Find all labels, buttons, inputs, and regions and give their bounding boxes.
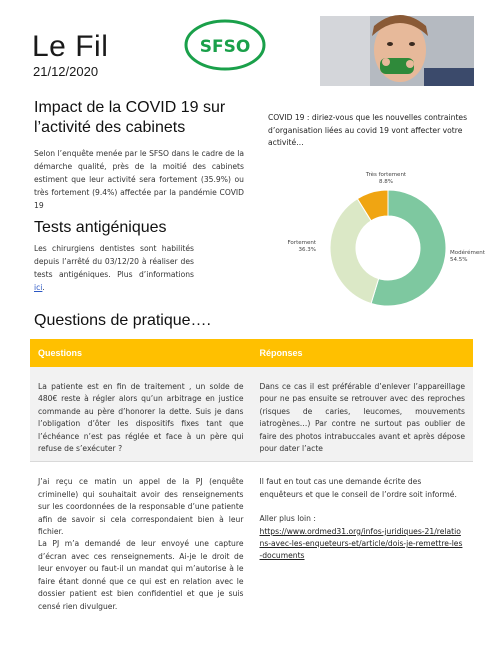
answer-paragraph: Il faut en tout cas une demande écrite des enquêteurs et que le conseil de l’ordre soit informé. [259, 477, 457, 499]
sfso-logo [184, 18, 266, 72]
newsletter-date: 21/12/2020 [33, 64, 99, 79]
practice-table [30, 339, 473, 619]
table-row [30, 367, 473, 462]
practice-heading: Questions de pratique…. [34, 312, 211, 329]
slice-value-label: 36.3% [298, 247, 316, 253]
question-paragraph: J’ai reçu ce matin un appel de la PJ (enquête criminelle) qui souhaitait avoir des renseignements sur les coordonnées de la responsable d’une patiente afin de savoir si cela correspondaient bien à leur fichier. [38, 477, 244, 537]
question-cell: La patiente est en fin de traitement , un solde de 480€ reste à régler alors qu’un arbitrage en justice commande au père d’honorer la dette. Suis je dans l’obligation d’ôter les dispositifs fixes tant que l’échéance n’est pas réglée et face à un père qui refuse de s’exécuter ? [38, 382, 244, 454]
table-header [30, 339, 473, 367]
question-paragraph: La PJ m’a demandé de leur envoyé une capture d’écran avec ces renseignements. Ai-je le droit de leur envoyer ou faut-il un mandat qui m’autorise à le faire étant donné que ce qui est en relation avec le dossier patient est bien confidentiel et que je suis censé rien divulguer. [38, 539, 244, 611]
question-cell [30, 468, 252, 618]
answer-cell [252, 468, 474, 618]
covid-heading: Impact de la COVID 19 sur l’activité des cabinets [34, 99, 226, 136]
donut-chart [268, 160, 485, 310]
col-answers: Réponses [259, 348, 303, 358]
tests-body-text: Les chirurgiens dentistes sont habilités depuis l’arrêté du 03/12/20 à réaliser des tests antigéniques. Plus d’informations [34, 244, 194, 279]
answer-cell: Dans ce cas il est préférable d’enlever l’appareillage pour ne pas ensuite se retrouver avec des reproches (risques de caries, leucomes, mouvements iatrogènes…) Par contre ne surtout pas oublier de faire des photos intrabuccales avant et après dépose pour dater l’acte [259, 382, 465, 454]
col-questions: Questions [38, 348, 83, 358]
slice-label: Modérément [450, 250, 485, 256]
chart-question: COVID 19 : diriez-vous que les nouvelles contraintes d’organisation liées au covid 19 vont affecter votre activité… [268, 113, 468, 147]
slice-value-label: 8.8% [379, 179, 393, 185]
slice-value-label: 54.5% [450, 257, 468, 263]
tests-heading: Tests antigéniques [34, 219, 167, 236]
tests-body [34, 242, 194, 294]
answer-paragraph: Aller plus loin : [259, 514, 316, 524]
ordmed-link[interactable]: https://www.ordmed31.org/infos-juridiques-21/relations-avec-les-enqueteurs-et/article/dois-je-remettre-les-documents [259, 526, 463, 561]
tests-more-link[interactable]: ici [34, 283, 43, 292]
covid-body: Selon l’enquête menée par le SFSO dans le cadre de la démarche qualité, près de la moitié des cabinets estiment que leur activité sera fortement (35.9%) ou très fortement (9.4%) affectée par la pandémie COVID 19 [34, 149, 244, 210]
slice-label: Fortement [287, 240, 316, 246]
slice-label: Très fortement [365, 172, 407, 178]
tests-body-tail: . [42, 283, 45, 292]
logo-text: SFSO [199, 37, 251, 57]
child-photo-illustration [320, 16, 474, 86]
table-row [30, 462, 473, 618]
newsletter-title: Le Fil [32, 30, 109, 63]
header-photo [320, 16, 474, 86]
